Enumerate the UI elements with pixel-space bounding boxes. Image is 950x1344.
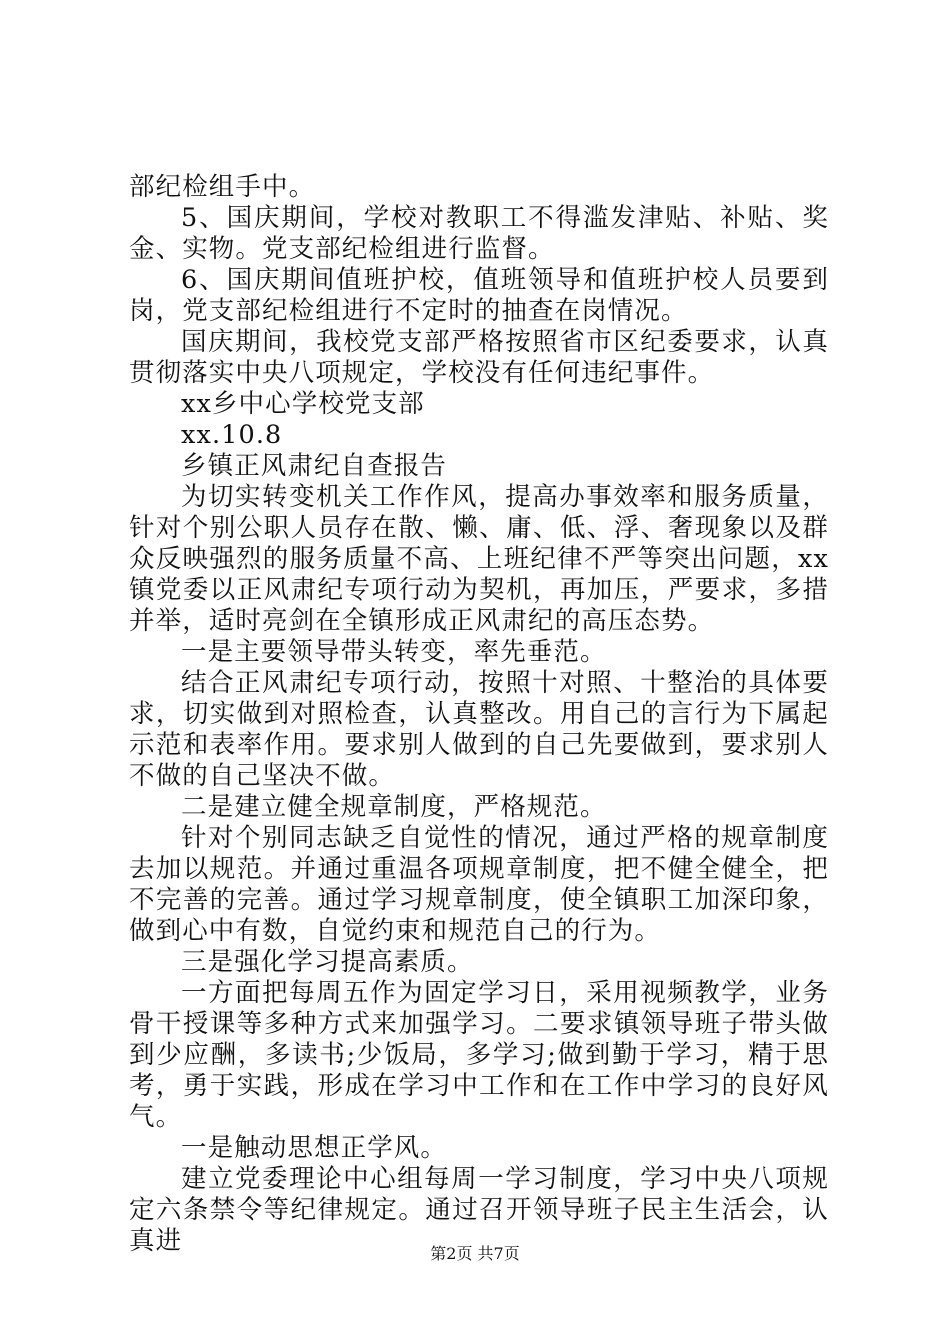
document-body [129,172,829,1257]
signature-organization: xx乡中心学校党支部 [181,389,425,419]
paragraph: 结合正风肃纪专项行动，按照十对照、十整治的具体要求，切实做到对照检查，认真整改。用自己的言行为下属起示范和表率作用。要求别人做到的自己先要做到，要求别人不做的自己坚决不做。 [129,668,829,791]
paragraph: 为切实转变机关工作作风，提高办事效率和服务质量，针对个别公职人员存在散、懒、庸、低、浮、奢现象以及群众反映强烈的服务质量不高、上班纪律不严等突出问题，xx镇党委以正风肃纪专项行动为契机，再加压，严要求，多措并举，适时亮剑在全镇形成正风肃纪的高压态势。 [129,482,829,636]
paragraph-heading: 一是主要领导带头转变，率先垂范。 [181,637,607,667]
paragraph: 针对个别同志缺乏自觉性的情况，通过严格的规章制度去加以规范。并通过重温各项规章制度，把不健全健全，把不完善的完善。通过学习规章制度，使全镇职工加深印象，做到心中有数，自觉约束和规范自己的行为。 [129,823,829,946]
signature-date: xx.10.8 [181,420,283,450]
page-indicator: 第2页 共7页 [430,1244,520,1263]
paragraph: 部纪检组手中。 [129,172,316,202]
paragraph-heading: 三是强化学习提高素质。 [181,947,474,977]
paragraph-heading: 二是建立健全规章制度，严格规范。 [181,792,607,822]
paragraph: 建立党委理论中心组每周一学习制度，学习中央八项规定六条禁令等纪律规定。通过召开领导班子民主生活会，认真进 [129,1164,829,1256]
paragraph: 6、国庆期间值班护校，值班领导和值班护校人员要到岗，党支部纪检组进行不定时的抽查在岗情况。 [129,265,829,326]
paragraph: 5、国庆期间，学校对教职工不得滥发津贴、补贴、奖金、实物。党支部纪检组进行监督。 [129,203,829,264]
page-footer [0,1244,950,1264]
paragraph: 国庆期间，我校党支部严格按照省市区纪委要求，认真贯彻落实中央八项规定，学校没有任何违纪事件。 [129,327,829,388]
paragraph-heading: 一是触动思想正学风。 [181,1133,448,1163]
paragraph: 一方面把每周五作为固定学习日，采用视频教学，业务骨干授课等多种方式来加强学习。二要求镇领导班子带头做到少应酬，多读书;少饭局，多学习;做到勤于学习，精于思考，勇于实践，形成在学习中工作和在工作中学习的良好风气。 [129,978,829,1132]
section-title: 乡镇正风肃纪自查报告 [181,451,448,481]
